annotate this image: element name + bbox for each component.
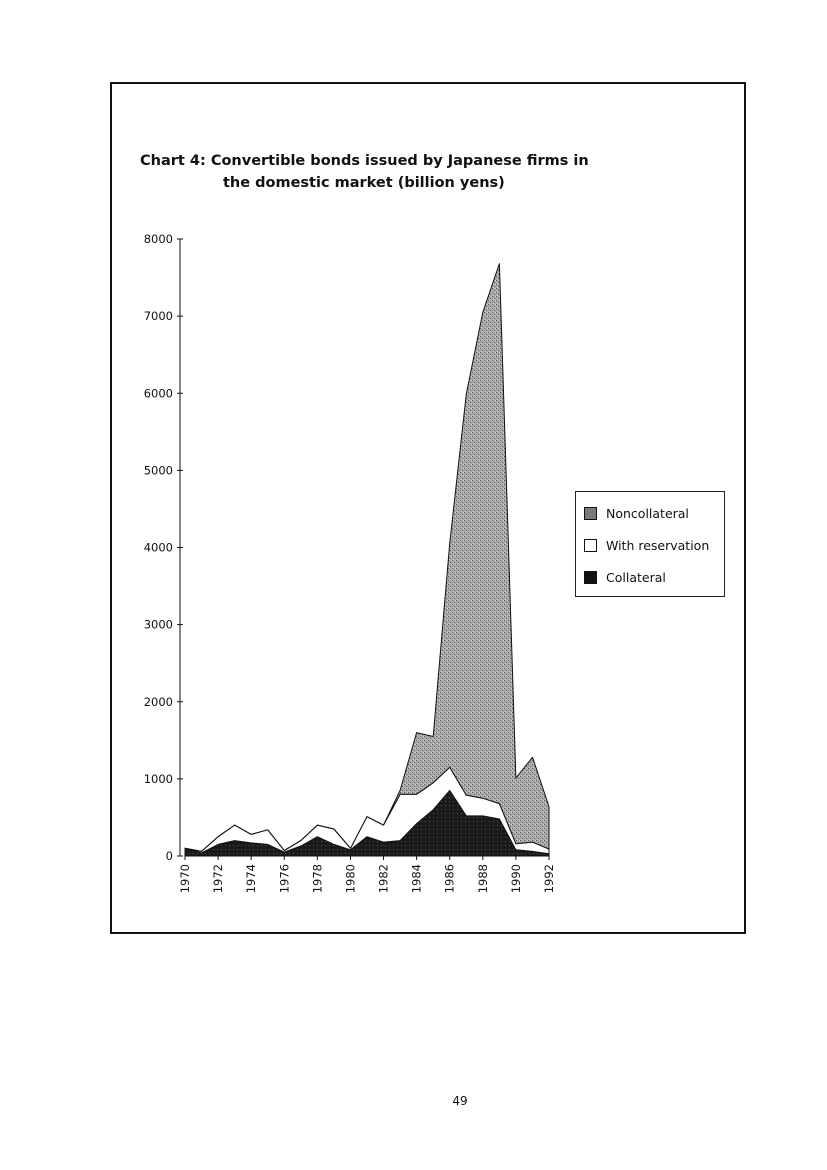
chart-title-line1: Chart 4: Convertible bonds issued by Japanese firms in: [140, 153, 589, 169]
series-layer: [185, 264, 549, 856]
y-tick-label-4000: 4000: [143, 540, 173, 555]
y-tick-label-7000: 7000: [143, 309, 173, 324]
legend-item-noncollateral: [584, 504, 689, 522]
chart-legend: [575, 491, 725, 597]
y-tick-label-3000: 3000: [143, 617, 173, 632]
x-tick-label-1992: 1992: [542, 864, 556, 894]
legend-label-noncollateral: Noncollateral: [606, 505, 689, 521]
x-tick-label-1970: 1970: [178, 864, 192, 894]
legend-swatch-with-reservation: [584, 539, 597, 552]
legend-item-collateral: [584, 568, 666, 586]
x-tick-label-1984: 1984: [409, 864, 424, 894]
legend-item-with-reservation: [584, 536, 709, 554]
chart-title-line2: the domestic market (billion yens): [223, 175, 505, 191]
x-tick-label-1986: 1986: [442, 864, 457, 894]
x-tick-label-1980: 1980: [343, 864, 358, 894]
x-tick-label-1974: 1974: [244, 864, 259, 894]
page-number: 49: [452, 1094, 468, 1108]
x-tick-label-1978: 1978: [310, 864, 325, 894]
legend-swatch-collateral: [584, 571, 597, 584]
y-tick-label-6000: 6000: [143, 386, 173, 401]
x-tick-label-1988: 1988: [475, 864, 490, 894]
x-tick-label-1972: 1972: [211, 864, 226, 894]
y-tick-label-8000: 8000: [143, 232, 173, 246]
y-tick-label-5000: 5000: [143, 463, 173, 478]
y-tick-label-1000: 1000: [143, 771, 173, 786]
legend-label-collateral: Collateral: [606, 569, 666, 585]
legend-label-with-reservation: With reservation: [606, 537, 710, 553]
x-tick-label-1990: 1990: [508, 864, 523, 894]
y-tick-label-2000: 2000: [143, 694, 173, 709]
area-noncollateral: [185, 264, 549, 852]
x-tick-label-1976: 1976: [277, 864, 292, 894]
x-tick-label-1982: 1982: [376, 864, 391, 894]
legend-swatch-noncollateral: [584, 507, 597, 520]
y-tick-label-0: 0: [165, 849, 173, 863]
